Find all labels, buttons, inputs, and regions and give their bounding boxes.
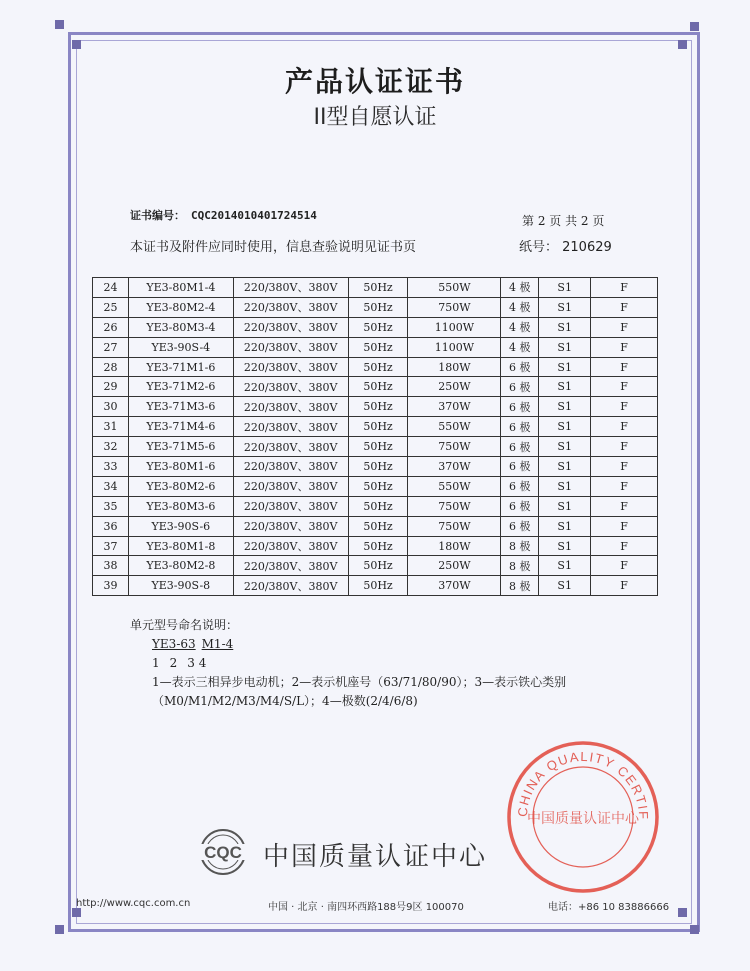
table-cell: 27 — [93, 337, 129, 357]
cqc-logo — [190, 828, 256, 880]
svg-text:CQC: CQC — [204, 843, 242, 862]
table-cell: 220/380V、380V — [233, 417, 348, 437]
table-cell: 8 极 — [501, 536, 539, 556]
table-cell: 32 — [93, 437, 129, 457]
table-cell: 550W — [408, 417, 501, 437]
table-cell: 31 — [93, 417, 129, 437]
table-cell: F — [591, 317, 658, 337]
table-cell: S1 — [539, 417, 591, 437]
naming-heading: 单元型号命名说明： — [130, 618, 239, 632]
page-title: 产品认证证书 — [284, 65, 465, 98]
corner-ornament — [72, 40, 81, 49]
table-row — [93, 417, 658, 437]
table-cell: 37 — [93, 536, 129, 556]
table-cell: S1 — [539, 337, 591, 357]
table-cell: 370W — [408, 397, 501, 417]
table-cell: 8 极 — [501, 556, 539, 576]
table-cell: 29 — [93, 377, 129, 397]
table-cell: S1 — [539, 516, 591, 536]
table-cell: S1 — [539, 556, 591, 576]
table-cell: YE3-80M2-6 — [128, 476, 233, 496]
corner-ornament — [690, 22, 699, 31]
table-cell: F — [591, 576, 658, 596]
table-cell: F — [591, 536, 658, 556]
table-cell: 750W — [408, 437, 501, 457]
footer-phone: 电话：+86 10 83886666 — [548, 902, 670, 913]
table-cell: 4 极 — [501, 278, 539, 298]
table-cell: 6 极 — [501, 437, 539, 457]
table-cell: 370W — [408, 457, 501, 477]
table-cell: F — [591, 437, 658, 457]
naming-explanation-2: （M0/M1/M2/M3/M4/S/L）；4—极数(2/4/6/8) — [152, 694, 418, 708]
table-row — [93, 476, 658, 496]
table-cell: F — [591, 337, 658, 357]
table-cell: YE3-71M1-6 — [128, 357, 233, 377]
table-cell: 6 极 — [501, 476, 539, 496]
table-cell: YE3-71M3-6 — [128, 397, 233, 417]
table-cell: 220/380V、380V — [233, 357, 348, 377]
table-cell: YE3-80M2-4 — [128, 297, 233, 317]
cqc-logo-icon — [190, 828, 256, 876]
table-row — [93, 278, 658, 298]
corner-ornament — [678, 908, 687, 917]
table-cell: S1 — [539, 496, 591, 516]
usage-notice: 本证书及附件应同时使用，信息查验说明见证书页 — [130, 240, 417, 255]
table-cell: F — [591, 377, 658, 397]
table-cell: 1100W — [408, 317, 501, 337]
table-cell: S1 — [539, 476, 591, 496]
table-cell: 220/380V、380V — [233, 377, 348, 397]
table-cell: 50Hz — [348, 516, 408, 536]
table-cell: 6 极 — [501, 357, 539, 377]
table-cell: 50Hz — [348, 576, 408, 596]
table-cell: YE3-80M3-6 — [128, 496, 233, 516]
table-cell: 550W — [408, 278, 501, 298]
table-cell: 250W — [408, 556, 501, 576]
table-cell: F — [591, 357, 658, 377]
table-cell: 30 — [93, 397, 129, 417]
table-cell: S1 — [539, 357, 591, 377]
table-cell: 34 — [93, 476, 129, 496]
table-cell: F — [591, 417, 658, 437]
corner-ornament — [678, 40, 687, 49]
model-naming-section — [130, 616, 566, 711]
naming-code-part: YE3-63 — [152, 637, 196, 651]
table-cell: YE3-80M1-4 — [128, 278, 233, 298]
table-row — [93, 457, 658, 477]
footer-website: http://www.cqc.com.cn — [76, 898, 191, 909]
corner-ornament — [72, 908, 81, 917]
table-cell: 50Hz — [348, 457, 408, 477]
table-cell: YE3-80M2-8 — [128, 556, 233, 576]
table-cell: 28 — [93, 357, 129, 377]
table-cell: 220/380V、380V — [233, 457, 348, 477]
table-cell: 220/380V、380V — [233, 337, 348, 357]
svg-text:CHINA QUALITY CERTIFICATION CE: CHINA QUALITY CERTIF — [514, 748, 652, 821]
corner-ornament — [55, 20, 64, 29]
table-cell: 50Hz — [348, 377, 408, 397]
table-cell: 4 极 — [501, 297, 539, 317]
table-cell: 38 — [93, 556, 129, 576]
table-cell: 50Hz — [348, 397, 408, 417]
table-cell: 220/380V、380V — [233, 317, 348, 337]
naming-code — [130, 635, 566, 654]
table-cell: 220/380V、380V — [233, 297, 348, 317]
table-cell: 550W — [408, 476, 501, 496]
table-cell: YE3-80M1-8 — [128, 536, 233, 556]
table-row — [93, 297, 658, 317]
naming-numbers — [130, 654, 566, 673]
table-cell: 180W — [408, 536, 501, 556]
table-cell: 220/380V、380V — [233, 576, 348, 596]
table-cell: 4 极 — [501, 337, 539, 357]
table-row — [93, 397, 658, 417]
table-cell: S1 — [539, 297, 591, 317]
table-cell: F — [591, 516, 658, 536]
table-cell: 50Hz — [348, 357, 408, 377]
table-cell: 750W — [408, 297, 501, 317]
table-cell: 6 极 — [501, 457, 539, 477]
naming-number: 3 4 — [187, 656, 207, 670]
corner-ornament — [690, 925, 699, 934]
table-cell: 6 极 — [501, 516, 539, 536]
table-cell: 33 — [93, 457, 129, 477]
table-row — [93, 437, 658, 457]
table-cell: 6 极 — [501, 496, 539, 516]
organization-name: 中国质量认证中心 — [263, 842, 488, 872]
table-cell: 50Hz — [348, 297, 408, 317]
table-row — [93, 377, 658, 397]
table-cell: 220/380V、380V — [233, 516, 348, 536]
table-cell: 250W — [408, 377, 501, 397]
table-row — [93, 357, 658, 377]
table-cell: 50Hz — [348, 496, 408, 516]
certificate-number-label: 证书编号： — [130, 209, 185, 222]
table-cell: 50Hz — [348, 417, 408, 437]
table-cell: 750W — [408, 516, 501, 536]
table-cell: 220/380V、380V — [233, 476, 348, 496]
table-cell: 4 极 — [501, 317, 539, 337]
table-cell: 220/380V、380V — [233, 556, 348, 576]
table-cell: 220/380V、380V — [233, 536, 348, 556]
table-cell: YE3-71M5-6 — [128, 437, 233, 457]
table-row — [93, 337, 658, 357]
table-cell: 50Hz — [348, 317, 408, 337]
table-cell: 750W — [408, 496, 501, 516]
table-cell: 6 极 — [501, 417, 539, 437]
table-cell: S1 — [539, 278, 591, 298]
naming-explanation-1: 1—表示三相异步电动机；2—表示机座号（63/71/80/90）；3—表示铁心类别 — [152, 675, 567, 689]
table-cell: S1 — [539, 536, 591, 556]
paper-number: 纸号： 210629 — [519, 240, 612, 255]
naming-number: 1 — [152, 656, 160, 670]
table-cell: 25 — [93, 297, 129, 317]
table-row — [93, 496, 658, 516]
table-cell: 1100W — [408, 337, 501, 357]
table-cell: 220/380V、380V — [233, 278, 348, 298]
table-cell: 50Hz — [348, 476, 408, 496]
table-cell: YE3-90S-6 — [128, 516, 233, 536]
table-cell: 50Hz — [348, 278, 408, 298]
page-subtitle: II型自愿认证 — [313, 105, 437, 130]
table-cell: 26 — [93, 317, 129, 337]
table-cell: YE3-90S-8 — [128, 576, 233, 596]
table-cell: 180W — [408, 357, 501, 377]
table-cell: 8 极 — [501, 576, 539, 596]
page-info: 第 2 页 共 2 页 — [522, 214, 605, 228]
table-cell: 39 — [93, 576, 129, 596]
table-cell: F — [591, 556, 658, 576]
table-row — [93, 556, 658, 576]
naming-code-part: M1-4 — [201, 637, 234, 651]
table-cell: 50Hz — [348, 536, 408, 556]
certificate-number — [130, 207, 317, 223]
certificate-number-value: CQC2014010401724514 — [191, 209, 317, 222]
official-seal — [505, 739, 661, 899]
table-cell: F — [591, 457, 658, 477]
table-cell: 50Hz — [348, 556, 408, 576]
naming-number: 2 — [169, 656, 178, 670]
table-cell: F — [591, 297, 658, 317]
table-cell: F — [591, 278, 658, 298]
product-spec-table — [92, 277, 658, 596]
table-row — [93, 536, 658, 556]
table-cell: 24 — [93, 278, 129, 298]
table-cell: 50Hz — [348, 437, 408, 457]
corner-ornament — [55, 925, 64, 934]
table-cell: YE3-71M4-6 — [128, 417, 233, 437]
footer-address: 中国 · 北京 · 南四环西路188号9区 100070 — [268, 902, 464, 913]
table-cell: F — [591, 496, 658, 516]
table-cell: 6 极 — [501, 377, 539, 397]
table-cell: 36 — [93, 516, 129, 536]
table-cell: 220/380V、380V — [233, 496, 348, 516]
table-cell: 35 — [93, 496, 129, 516]
table-row — [93, 317, 658, 337]
table-cell: S1 — [539, 437, 591, 457]
table-cell: 370W — [408, 576, 501, 596]
table-cell: YE3-71M2-6 — [128, 377, 233, 397]
table-cell: S1 — [539, 576, 591, 596]
table-cell: S1 — [539, 397, 591, 417]
table-row — [93, 516, 658, 536]
table-cell: S1 — [539, 377, 591, 397]
table-cell: F — [591, 397, 658, 417]
table-cell: YE3-80M3-4 — [128, 317, 233, 337]
svg-text:中国质量认证中心: 中国质量认证中心 — [527, 811, 639, 827]
table-cell: S1 — [539, 317, 591, 337]
table-cell: F — [591, 476, 658, 496]
table-cell: S1 — [539, 457, 591, 477]
table-row — [93, 576, 658, 596]
table-cell: 50Hz — [348, 337, 408, 357]
table-cell: 6 极 — [501, 397, 539, 417]
table-cell: YE3-80M1-6 — [128, 457, 233, 477]
table-cell: 220/380V、380V — [233, 437, 348, 457]
table-cell: 220/380V、380V — [233, 397, 348, 417]
table-cell: YE3-90S-4 — [128, 337, 233, 357]
